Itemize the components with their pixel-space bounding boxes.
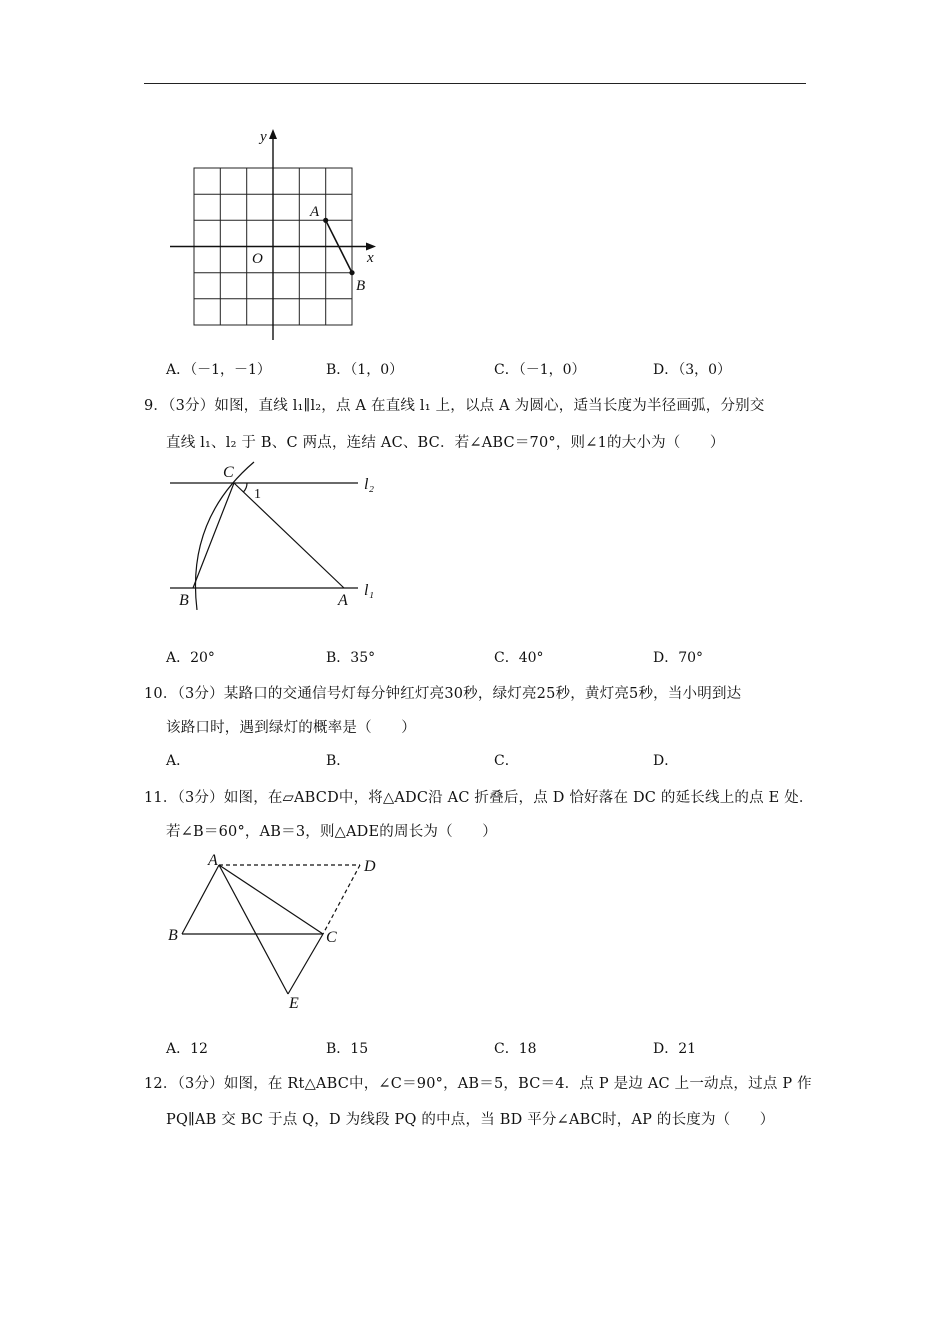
header-rule <box>144 83 806 84</box>
q11-label-d: D <box>364 858 376 875</box>
q11-option-b[interactable]: B．15 <box>326 1041 369 1057</box>
q9-label-1: 1 <box>254 487 261 502</box>
q9-label-a: A <box>338 592 348 609</box>
q8-options <box>166 359 806 381</box>
q11-label-e: E <box>289 995 299 1012</box>
q9-option-c[interactable]: C．40° <box>494 650 544 666</box>
q11-label-c: C <box>326 929 337 946</box>
q9-stem-line2: 直线 l₁、l₂ 于 B、C 两点，连结 AC、BC．若∠ABC＝70°，则∠1的大小为（ ） <box>166 435 725 451</box>
q11-segment-ae <box>219 865 288 994</box>
q9-option-d[interactable]: D．70° <box>653 650 704 666</box>
q8-axes <box>170 129 376 340</box>
q10-option-d[interactable]: D． <box>653 753 679 769</box>
q9-option-a[interactable]: A．20° <box>166 650 215 666</box>
q9-options <box>166 647 806 669</box>
q11-segment-ce <box>288 934 323 994</box>
q9-figure <box>160 458 390 610</box>
q10-option-b[interactable]: B． <box>326 753 351 769</box>
q11-figure <box>160 848 390 1013</box>
q8-label-b: B <box>356 278 366 294</box>
q9-angle-mark <box>243 483 247 492</box>
q11-stem-line2: 若∠B＝60°，AB＝3，则△ADE的周长为（ ） <box>166 824 497 840</box>
q8-label-a: A <box>310 204 320 220</box>
q8-point-b <box>349 270 354 275</box>
q11-segment-ab <box>182 865 219 934</box>
q11-option-c[interactable]: C．18 <box>494 1041 537 1057</box>
q11-option-d[interactable]: D．21 <box>653 1041 697 1057</box>
q9-label-c: C <box>223 464 234 481</box>
q9-stem-line1: 9．（3分）如图，直线 l₁∥l₂，点 A 在直线 l₁ 上，以点 A 为圆心，适当长度为半径画弧，分别交 <box>144 398 765 414</box>
q9-label-l2: l₂ <box>364 476 375 493</box>
q11-label-b: B <box>168 927 178 944</box>
q8-option-b[interactable]: B．（1，0） <box>326 362 404 378</box>
q11-segment-ac <box>219 865 323 934</box>
q9-segment-ac <box>234 483 344 588</box>
q10-options <box>166 750 806 772</box>
q10-stem-line1: 10．（3分）某路口的交通信号灯每分钟红灯亮30秒，绿灯亮25秒，黄灯亮5秒，当小明到达 <box>144 686 742 702</box>
q9-label-b: B <box>179 592 189 609</box>
q10-stem-line2: 该路口时，遇到绿灯的概率是（ ） <box>166 720 416 736</box>
q8-x-label: x <box>367 250 374 266</box>
q10-option-c[interactable]: C． <box>494 753 519 769</box>
q9-label-l1: l₁ <box>364 582 375 599</box>
q12-stem-line2: PQ∥AB 交 BC 于点 Q，D 为线段 PQ 的中点，当 BD 平分∠ABC时，AP 的长度为（ ） <box>166 1112 775 1128</box>
q9-option-b[interactable]: B．35° <box>326 650 376 666</box>
q10-option-a[interactable]: A． <box>166 753 191 769</box>
q8-option-d[interactable]: D．（3，0） <box>653 362 732 378</box>
q8-option-a[interactable]: A．（－1，－1） <box>166 362 271 378</box>
q8-y-label: y <box>260 129 267 145</box>
q11-dashed-dc <box>323 865 360 934</box>
q8-origin-label: O <box>252 251 263 267</box>
q9-segment-bc <box>193 483 234 588</box>
q8-coordinate-figure <box>160 120 390 345</box>
q11-stem-line1: 11．（3分）如图，在▱ABCD中，将△ADC沿 AC 折叠后，点 D 恰好落在 DC 的延长线上的点 E 处． <box>144 790 814 806</box>
q11-label-a: A <box>208 852 218 869</box>
q11-option-a[interactable]: A．12 <box>166 1041 208 1057</box>
q8-point-a <box>323 218 328 223</box>
q11-options <box>166 1038 806 1060</box>
q12-stem-line1: 12．（3分）如图，在 Rt△ABC中，∠C＝90°，AB＝5，BC＝4．点 P 是边 AC 上一动点，过点 P 作 <box>144 1076 812 1092</box>
q8-option-c[interactable]: C．（－1，0） <box>494 362 586 378</box>
